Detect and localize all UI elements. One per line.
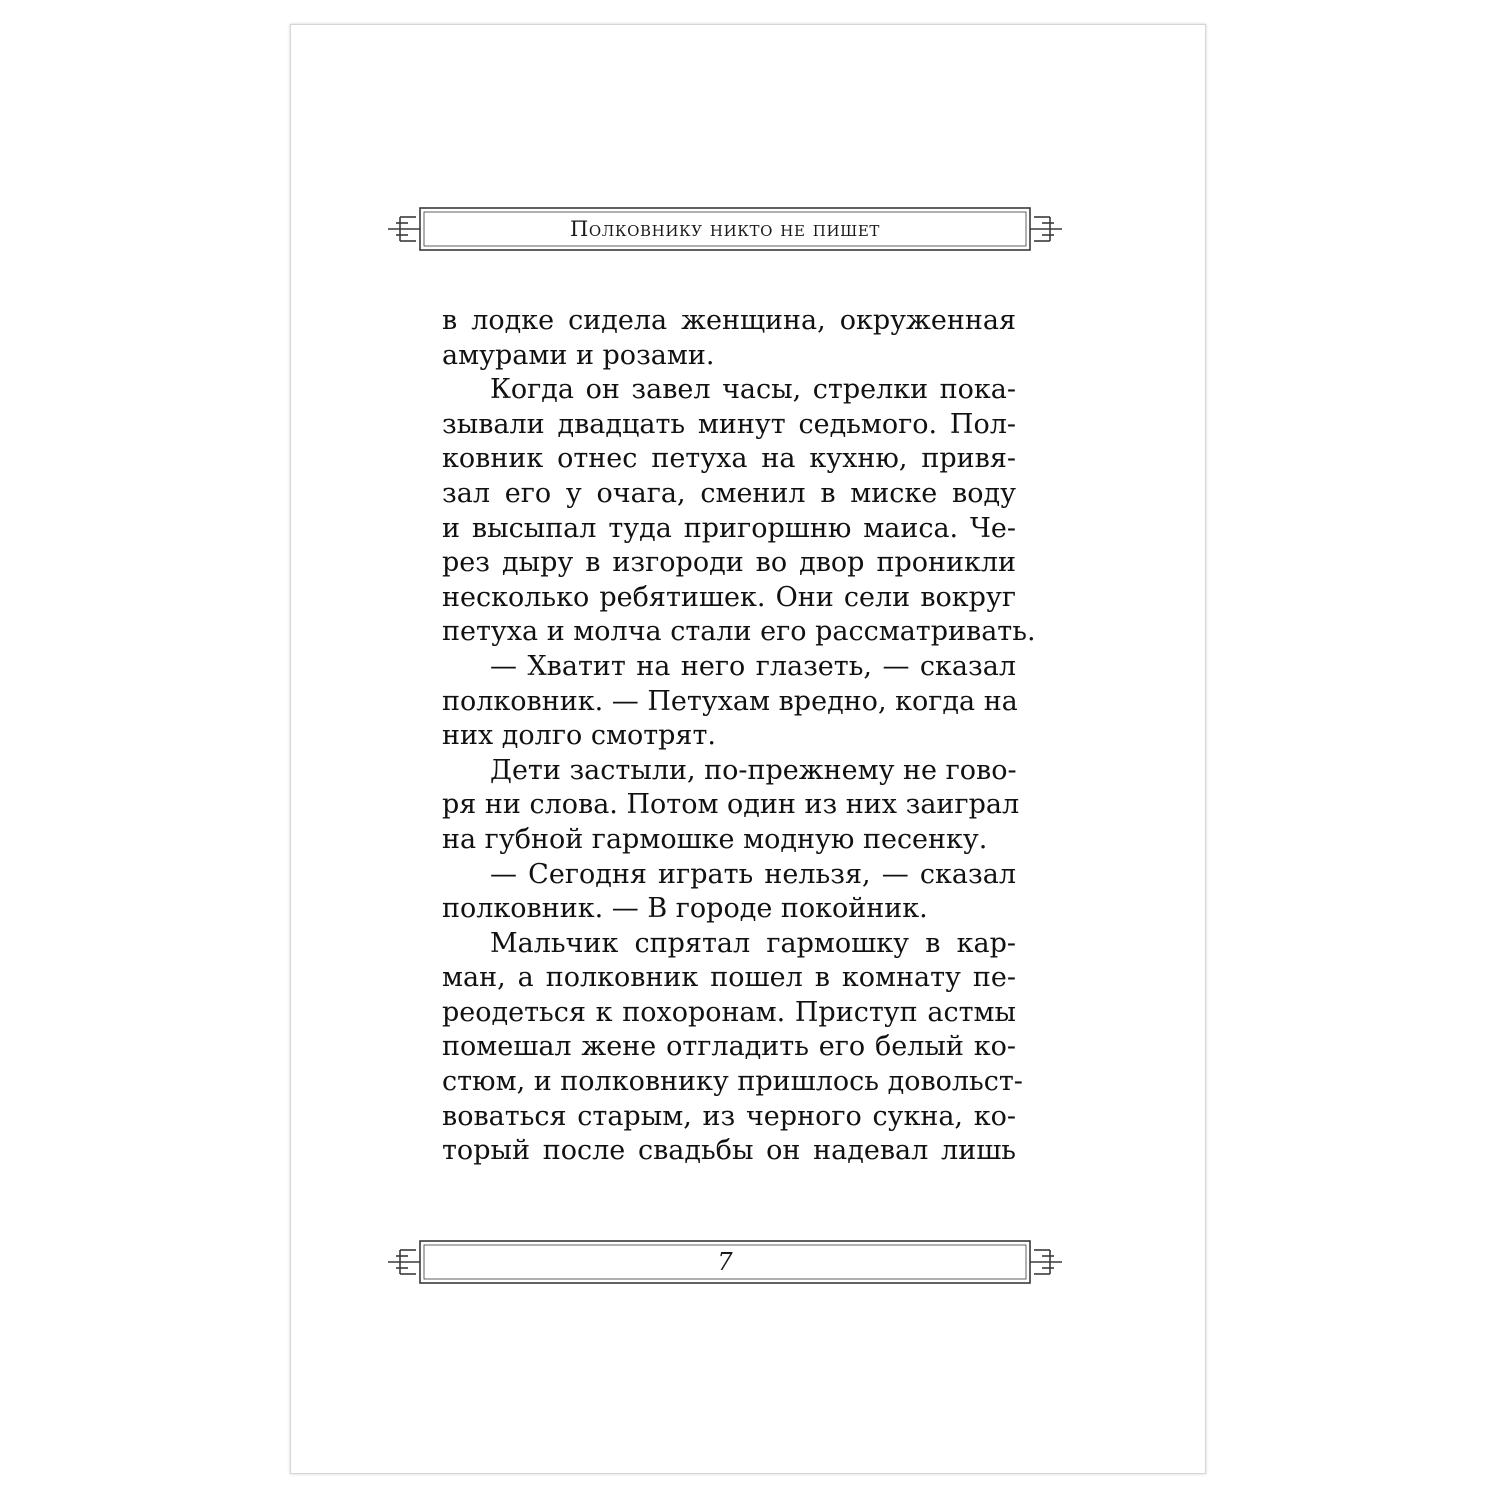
text-line: — Хватит на него глазеть, — сказал xyxy=(490,650,1016,682)
text-line: ря ни слова. Потом один из них заиграл xyxy=(442,789,1020,821)
text-line: полковник. — Петухам вредно, когда на xyxy=(442,685,1018,717)
text-line: ковник отнес петуха на кухню, привя- xyxy=(442,443,1016,475)
text-line: Мальчик спрятал гармошку в кар- xyxy=(490,927,1016,959)
text-line: — Сегодня играть нельзя, — сказал xyxy=(490,858,1016,890)
running-header-title: Полковнику никто не пишет xyxy=(569,217,881,241)
text-line: них долго смотрят. xyxy=(442,720,716,752)
text-line: воваться старым, из черного сукна, ко- xyxy=(442,1100,1016,1132)
text-line: Дети застыли, по-прежнему не гово- xyxy=(490,754,1017,786)
text-line: помешал жене отгладить его белый ко- xyxy=(442,1031,1016,1063)
text-line: и высыпал туда пригоршню маиса. Че- xyxy=(442,512,1016,544)
text-line: стюм, и полковнику пришлось довольст- xyxy=(442,1066,1023,1098)
page-number: 7 xyxy=(717,1248,733,1276)
text-line: полковник. — В городе покойник. xyxy=(442,893,928,925)
page-number-frame xyxy=(386,1240,1064,1284)
text-line: Когда он завел часы, стрелки пока- xyxy=(490,374,1016,406)
text-line: торый после свадьбы он надевал лишь xyxy=(442,1135,1016,1167)
body-text xyxy=(442,304,1036,1169)
text-line: в лодке сидела женщина, окруженная xyxy=(442,305,1016,336)
text-line: рез дыру в изгороди во двор проникли xyxy=(442,547,1016,579)
text-line: зал его у очага, сменил в миске воду xyxy=(442,477,1016,509)
text-line: петуха и молча стали его рассматривать. xyxy=(442,616,1036,648)
text-line: несколько ребятишек. Они сели вокруг xyxy=(442,581,1016,613)
text-line: зывали двадцать минут седьмого. Пол- xyxy=(442,408,1016,440)
text-line: реодеться к похоронам. Приступ астмы xyxy=(442,996,1016,1028)
text-line: на губной гармошке модную песенку. xyxy=(442,823,988,855)
text-line: ман, а полковник пошел в комнату пе- xyxy=(442,962,1016,994)
text-line: амурами и розами. xyxy=(442,339,715,371)
running-header-frame xyxy=(386,207,1064,251)
